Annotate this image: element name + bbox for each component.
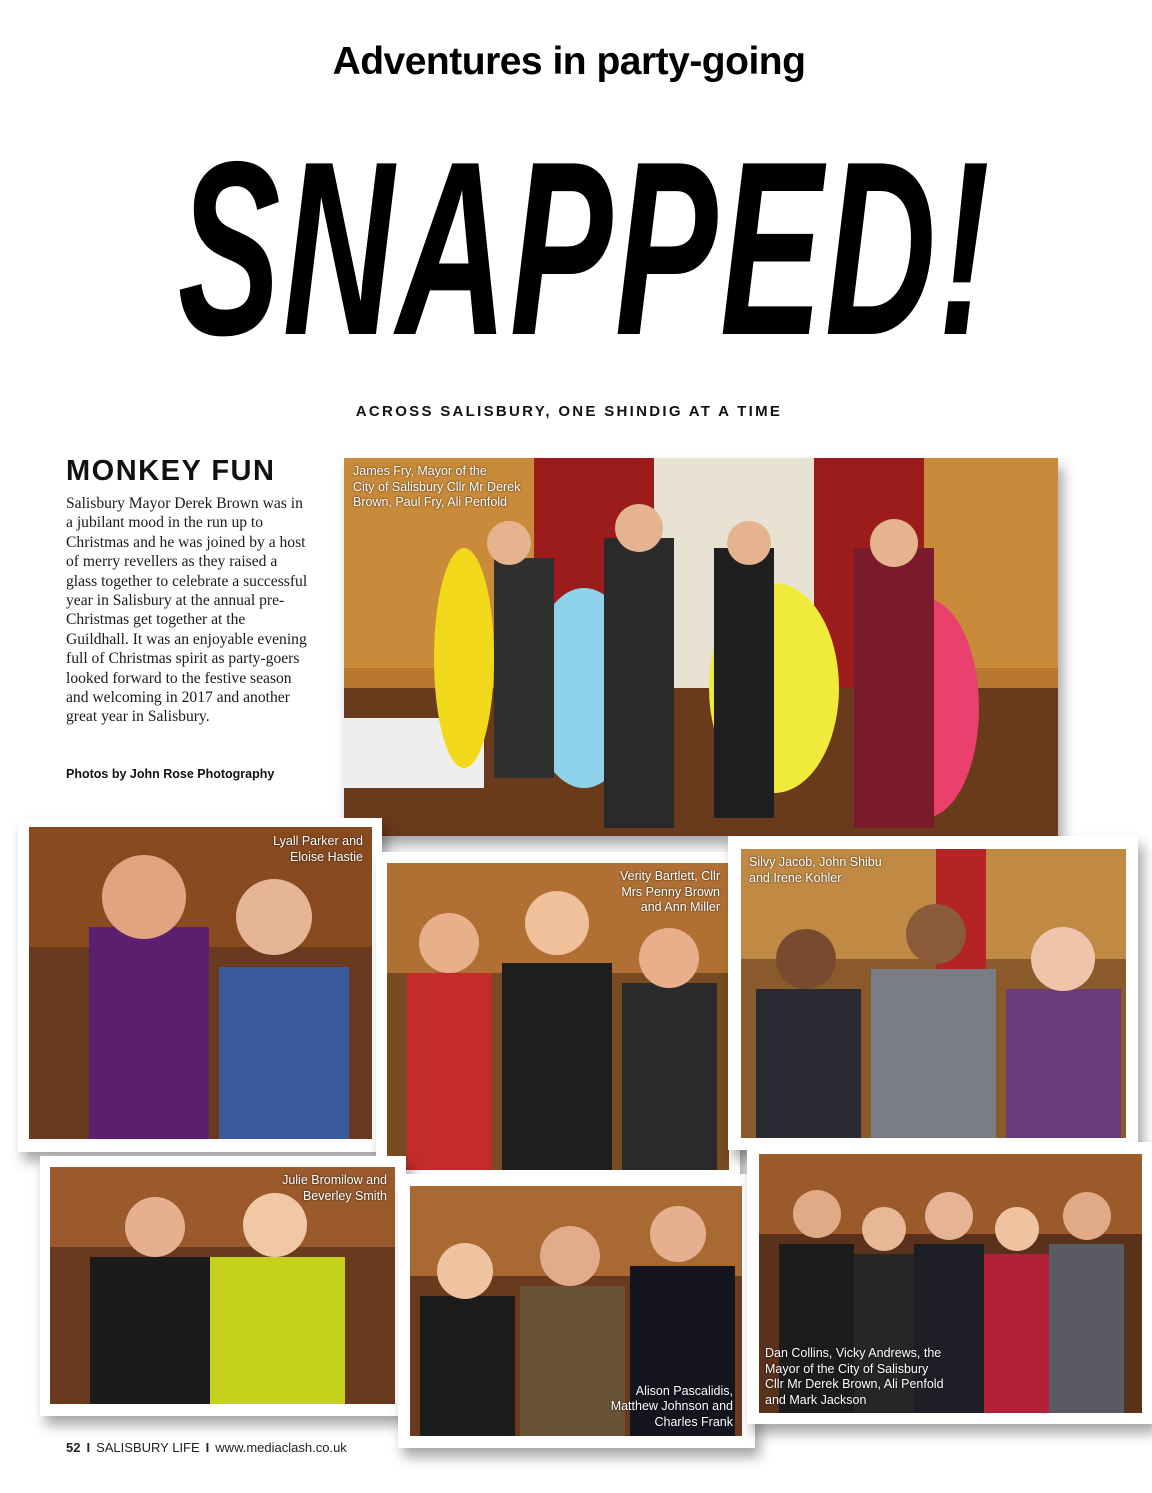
headline: SNAPPED! <box>177 109 993 387</box>
kicker: Adventures in party-going <box>332 40 806 83</box>
photo-dan-vicky-mayor-caption: Dan Collins, Vicky Andrews, the Mayor of the City of Salisbury Cllr Mr Derek Brown, Ali Penfold and Mark Jackson <box>765 1346 944 1407</box>
photo-alison-matthew-charles-caption: Alison Pascalidis, Matthew Johnson and Charles Frank <box>610 1383 733 1429</box>
photo-alison-matthew-charles <box>398 1174 755 1448</box>
photo-julie-beverley-caption: Julie Bromilow and Beverley Smith <box>282 1173 387 1203</box>
photo-main-caption: James Fry, Mayor of the City of Salisbury Cllr Mr Derek Brown, Paul Fry, Ali Penfold <box>353 464 521 509</box>
footer-separator: I <box>205 1440 210 1455</box>
page-footer <box>66 1440 347 1455</box>
photo-silvy-john-irene <box>728 836 1138 1150</box>
body-copy: Salisbury Mayor Derek Brown was in a jubilant mood in the run up to Christmas and he was joined by a host of merry revellers as they raised a glass together to celebrate a successful year in Salisbury at the annual pre-Christmas get together at the Guildhall. It was an enjoyable evening full of Christmas spirit as party-goers looked forward to the festive season and welcoming in 2017 and another great year in Salisbury. <box>66 495 308 726</box>
photo-lyall-eloise-caption: Lyall Parker and Eloise Hastie <box>273 834 363 864</box>
footer-separator: I <box>86 1440 91 1455</box>
photo-dan-vicky-mayor <box>747 1142 1152 1424</box>
photo-verity-penny-ann <box>376 852 740 1180</box>
magazine-name: SALISBURY LIFE <box>96 1440 200 1455</box>
photo-silvy-john-irene-image <box>741 849 1126 1138</box>
photo-lyall-eloise-image <box>29 827 372 1139</box>
page-number: 52 <box>66 1440 81 1455</box>
photo-lyall-eloise <box>18 818 382 1152</box>
photo-main-image <box>344 458 1058 836</box>
photo-credit: Photos by John Rose Photography <box>66 767 275 781</box>
section-title: MONKEY FUN <box>66 455 276 487</box>
photo-julie-beverley <box>40 1156 406 1416</box>
deck: ACROSS SALISBURY, ONE SHINDIG AT A TIME <box>355 403 783 420</box>
website-url[interactable]: www.mediaclash.co.uk <box>215 1440 347 1455</box>
photo-silvy-john-irene-caption: Silvy Jacob, John Shibu and Irene Kohler <box>749 855 882 885</box>
photo-main <box>344 458 1058 836</box>
photo-verity-penny-ann-caption: Verity Bartlett, Cllr Mrs Penny Brown and Ann Miller <box>619 869 720 914</box>
